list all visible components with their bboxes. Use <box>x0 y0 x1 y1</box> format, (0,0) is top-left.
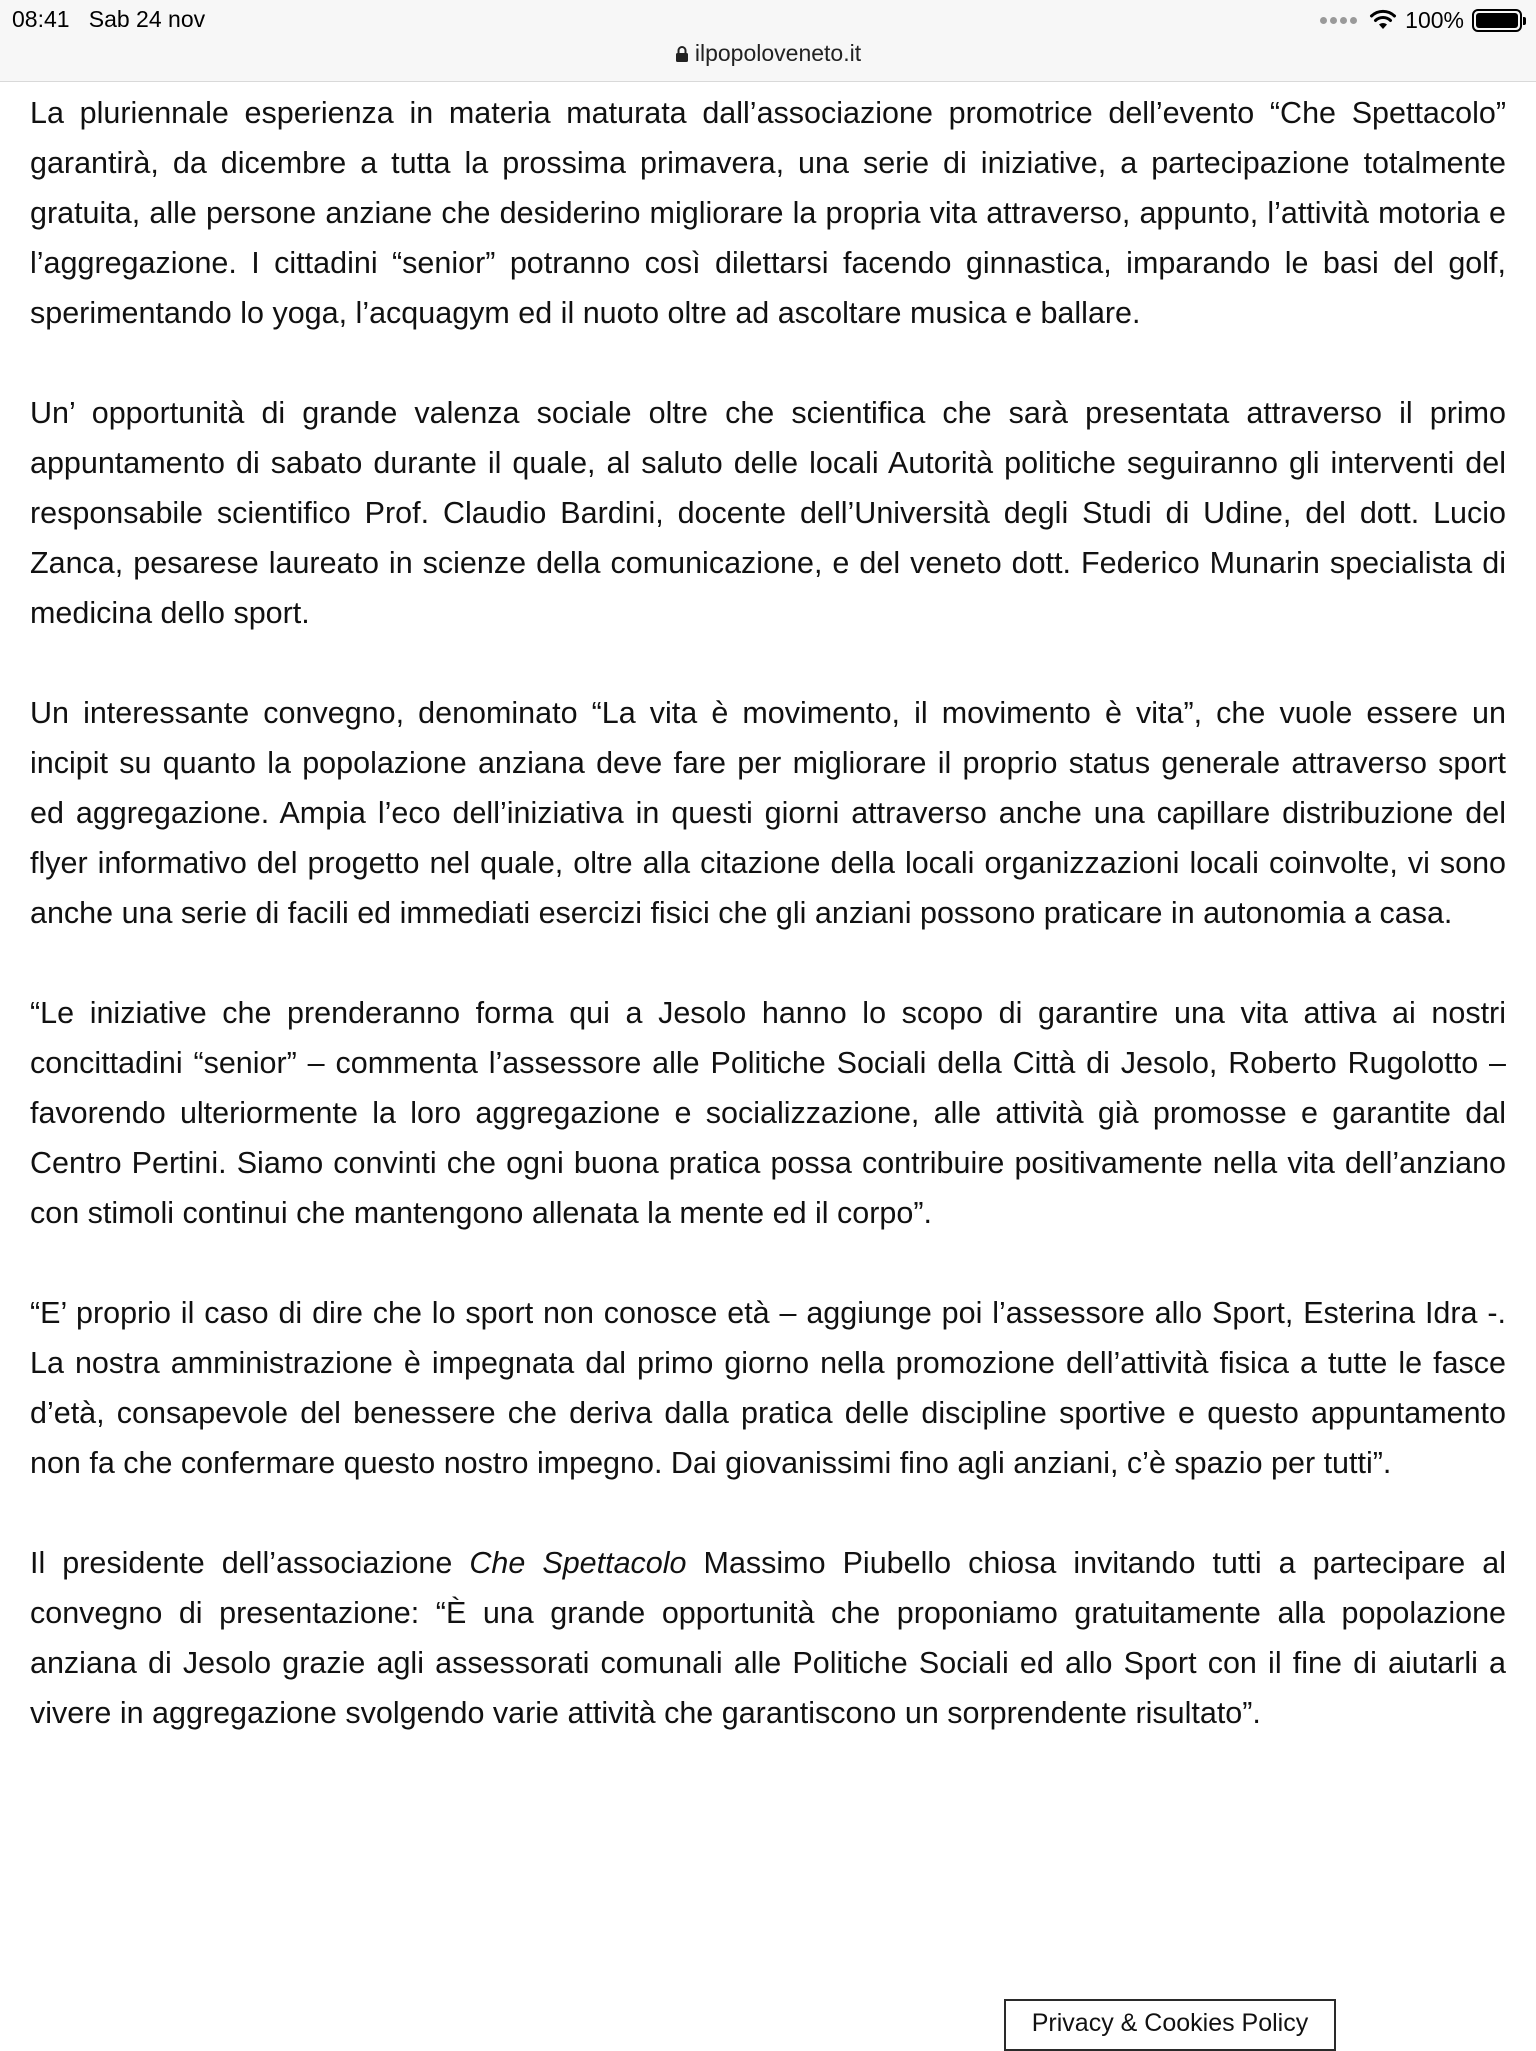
article-body <box>30 88 1506 1788</box>
status-time: 08:41 <box>12 6 70 32</box>
url-display[interactable] <box>675 40 861 67</box>
battery-icon <box>1472 9 1522 32</box>
article-paragraph: La pluriennale esperienza in materia maturata dall’associazione promotrice dell’evento “Che Spettacolo” garantirà, da dicembre a tutta la prossima primavera, una serie di iniziative, a partecipazione totalmente gratuita, alle persone anziane che desiderino migliorare la propria vita attraverso, appunto, l’attività motoria e l’aggregazione. I cittadini “senior” potranno così dilettarsi facendo ginnastica, imparando le basi del golf, sperimentando lo yoga, l’acquagym ed il nuoto oltre ad ascoltare musica e ballare. <box>30 96 1506 330</box>
article-paragraph: Un interessante convegno, denominato “La vita è movimento, il movimento è vita”, che vuole essere un incipit su quanto la popolazione anziana deve fare per migliorare il proprio status generale attraverso sport ed aggregazione. Ampia l’eco dell’iniziativa in questi giorni attraverso anche una capillare distribuzione del flyer informativo del progetto nel quale, oltre alla citazione della locali organizzazioni locali coinvolte, vi sono anche una serie di facili ed immediati esercizi fisici che gli anziani possono praticare in autonomia a casa. <box>30 696 1506 930</box>
article-paragraph: “Le iniziative che prenderanno forma qui a Jesolo hanno lo scopo di garantire una vita attiva ai nostri concittadini “senior” – commenta l’assessore alle Politiche Sociali della Città di Jesolo, Roberto Rugolotto – favorendo ulteriormente la loro aggregazione e socializzazione, alle attività già promosse e garantite dal Centro Pertini. Siamo convinti che ogni buona pratica possa contribuire positivamente nella vita dell’anziano con stimoli continui che mantengono allenata la mente ed il corpo”. <box>30 996 1506 1230</box>
status-date: Sab 24 nov <box>88 6 206 32</box>
paragraph-text: Massimo Piubello chiosa invitando tutti a partecipare al convegno di presentazione: “È una grande opportunità che proponiamo gratuitamente alla popolazione anziana di Jesolo grazie agli assessorati comunali alle Politiche Sociali ed allo Sport con il fine di aiutarli a vivere in aggregazione svolgendo varie attività che garantiscono un sorprendente risultato”. <box>30 1546 1507 1730</box>
association-name: Che Spettacolo <box>469 1546 687 1580</box>
status-indicators <box>1320 6 1522 34</box>
status-time-date <box>12 6 205 33</box>
url-text: ilpopoloveneto.it <box>694 40 862 66</box>
wifi-icon <box>1369 9 1397 31</box>
battery-percent: 100% <box>1405 6 1464 33</box>
privacy-cookies-button[interactable]: Privacy & Cookies Policy <box>1004 1999 1336 2051</box>
signal-icon <box>1320 17 1357 24</box>
address-bar[interactable] <box>0 40 1536 82</box>
paragraph-text: Il presidente dell’associazione <box>30 1546 470 1580</box>
status-bar <box>0 0 1536 40</box>
lock-icon <box>675 45 689 63</box>
article-paragraph <box>30 1538 1506 1738</box>
article-paragraph: “E’ proprio il caso di dire che lo sport non conosce età – aggiunge poi l’assessore allo Sport, Esterina Idra -. La nostra amministrazione è impegnata dal primo giorno nella promozione dell’attività fisica a tutte le fasce d’età, consapevole del benessere che deriva dalla pratica delle discipline sportive e questo appuntamento non fa che confermare questo nostro impegno. Dai giovanissimi fino agli anziani, c’è spazio per tutti”. <box>30 1296 1506 1480</box>
article-paragraph: Un’ opportunità di grande valenza sociale oltre che scientifica che sarà presentata attraverso il primo appuntamento di sabato durante il quale, al saluto delle locali Autorità politiche seguiranno gli interventi del responsabile scientifico Prof. Claudio Bardini, docente dell’Università degli Studi di Udine, del dott. Lucio Zanca, pesarese laureato in scienze della comunicazione, e del veneto dott. Federico Munarin specialista di medicina dello sport. <box>30 396 1506 630</box>
